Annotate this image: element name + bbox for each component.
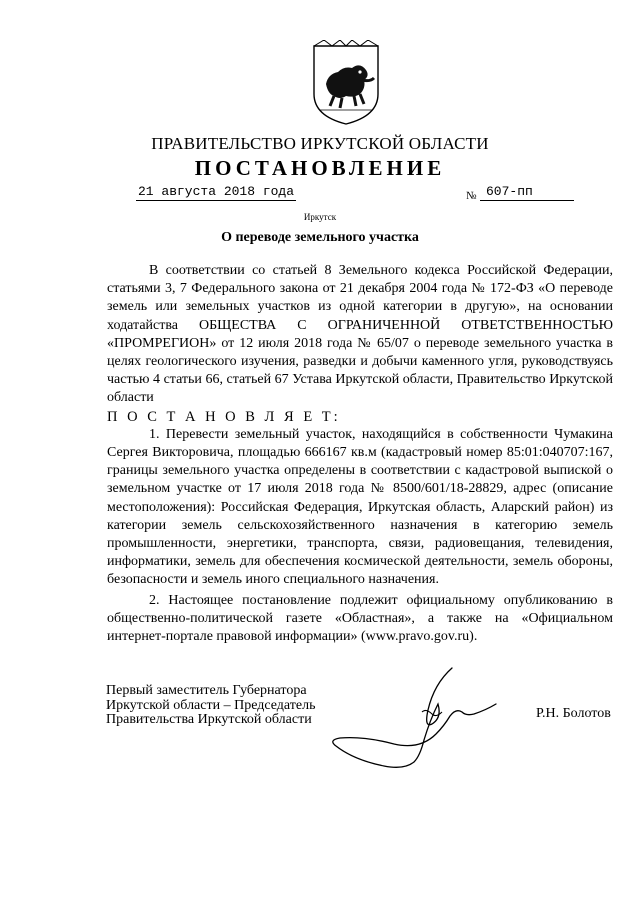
signatory-title-line: Иркутской области – Председатель (106, 697, 316, 713)
handwritten-signature-icon (324, 664, 504, 784)
document-body (107, 262, 613, 646)
signatory-name: Р.Н. Болотов (536, 706, 611, 721)
signatory-title-line: Правительства Иркутской области (106, 712, 312, 727)
item-1-paragraph: 1. Перевести земельный участок, находящийся в собственности Чумакина Сергея Викторовича, площадью 666167 кв.м (кадастровый номер 85:01:040707:167, границы земельного участка определены в соответствии с кадастровой выпиской о земельном участке от 17 июля 2018 года № 8500/601/18-28829, адрес (описание местоположения): Российская Федерация, Иркутская область, Аларский район) из категории земель сельскохозяйственного назначения в категорию земель промышленности, энергетики, транспорта, связи, радиовещания, телевидения, информатики, земель для обеспечения космической деятельности, земель обороны, безопасности и земель иного специального назначения. (107, 426, 613, 588)
city: Иркутск (303, 212, 337, 222)
document-subject: О переводе земельного участка (221, 230, 419, 245)
government-name: ПРАВИТЕЛЬСТВО ИРКУТСКОЙ ОБЛАСТИ (151, 134, 489, 153)
resolves-heading: П О С Т А Н О В Л Я Е Т: (107, 408, 341, 425)
document-date: 21 августа 2018 года (138, 184, 295, 199)
signatory-title-line: Первый заместитель Губернатора (106, 683, 307, 698)
preamble-paragraph: В соответствии со статьей 8 Земельного кодекса Российской Федерации, статьями 3, 7 Федерального закона от 21 декабря 2004 года № 172-ФЗ «О переводе земель или земельных участков из одной категории в другую», на основании ходатайства ОБЩЕСТВА С ОГРАНИЧЕННОЙ ОТВЕТСТВЕННОСТЬЮ «ПРОМРЕГИОН» от 12 июля 2018 года № 65/07 о переводе земельного участка в целях геологического изучения, разведки и добычи каменного угля, руководствуясь частью 4 статьи 66, статьей 67 Устава Иркутской области, Правительство Иркутской области (107, 263, 613, 406)
signatory-title (106, 684, 315, 728)
number-label: № (466, 190, 477, 202)
document-number: 607-пп (480, 184, 574, 201)
document-type: ПОСТАНОВЛЕНИЕ (194, 156, 446, 180)
coat-of-arms-icon (310, 40, 382, 126)
item-2-paragraph: 2. Настоящее постановление подлежит официальному опубликованию в общественно-политической газете «Областная», а также на «Официальном интернет-портале правовой информации» (www.pravo.gov.ru). (107, 592, 613, 645)
